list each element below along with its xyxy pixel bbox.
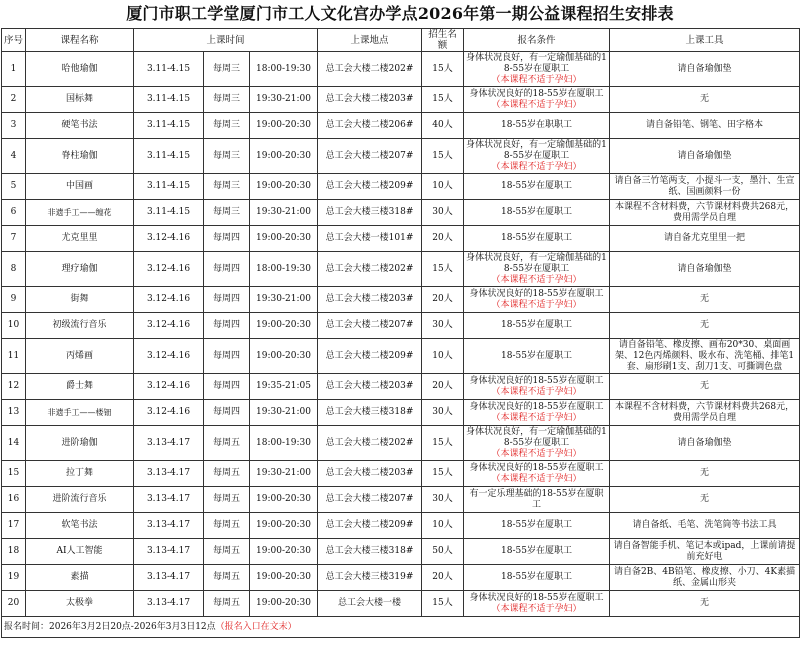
course-dates: 3.13-4.17 xyxy=(134,565,204,591)
registration-time xyxy=(2,617,800,638)
row-no: 17 xyxy=(2,513,26,539)
table-row xyxy=(2,174,800,200)
table-row xyxy=(2,565,800,591)
course-condition xyxy=(464,565,610,591)
course-dates: 3.12-4.16 xyxy=(134,313,204,339)
course-quota: 40人 xyxy=(422,113,464,139)
row-no: 18 xyxy=(2,539,26,565)
course-name: 硬笔书法 xyxy=(26,113,134,139)
course-time: 19:35-21:05 xyxy=(250,374,318,400)
course-day: 每周五 xyxy=(204,461,250,487)
course-quota: 15人 xyxy=(422,139,464,174)
course-time: 19:30-21:00 xyxy=(250,287,318,313)
registration-time-text: 报名时间：2026年3月2日20点-2026年3月3日12点 xyxy=(4,621,216,632)
course-tools: 请自备纸、毛笔、洗笔筒等书法工具 xyxy=(610,513,800,539)
course-day: 每周四 xyxy=(204,374,250,400)
course-dates: 3.12-4.16 xyxy=(134,374,204,400)
course-day: 每周五 xyxy=(204,591,250,617)
course-condition xyxy=(464,487,610,513)
course-condition xyxy=(464,461,610,487)
condition-text: 身体状况良好的18-55岁在厦职工 xyxy=(469,401,604,412)
course-day: 每周五 xyxy=(204,487,250,513)
course-name: 非遗手工——楼钿 xyxy=(26,400,134,426)
course-quota: 15人 xyxy=(422,252,464,287)
condition-note: （本课程不适于孕妇） xyxy=(491,99,582,110)
course-tools: 无 xyxy=(610,591,800,617)
course-condition xyxy=(464,174,610,200)
condition-note: （本课程不适于孕妇） xyxy=(491,299,582,310)
course-time: 19:30-21:00 xyxy=(250,461,318,487)
course-time: 19:00-20:30 xyxy=(250,591,318,617)
schedule-table xyxy=(1,28,800,638)
condition-text: 身体状况良好的18-55岁在厦职工 xyxy=(469,288,604,299)
condition-note: （本课程不适于孕妇） xyxy=(491,274,582,285)
course-name: 丙烯画 xyxy=(26,339,134,374)
course-dates: 3.13-4.17 xyxy=(134,487,204,513)
header-condition: 报名条件 xyxy=(464,29,610,52)
table-row xyxy=(2,426,800,461)
table-row xyxy=(2,139,800,174)
row-no: 1 xyxy=(2,52,26,87)
course-name: 拉丁舞 xyxy=(26,461,134,487)
table-row xyxy=(2,313,800,339)
course-tools: 无 xyxy=(610,487,800,513)
course-quota: 20人 xyxy=(422,226,464,252)
condition-text: 身体状况良好，有一定瑜伽基础的18-55岁在厦职工 xyxy=(466,426,607,448)
course-tools: 请自备铅笔、橡皮擦、画布20*30、桌面画架、12色丙烯颜料、吸水布、洗笔桶、排笔1套、扇形刷1支、刮刀1支、可撕调色盘 xyxy=(610,339,800,374)
course-name: 进阶流行音乐 xyxy=(26,487,134,513)
course-place: 总工会大楼二楼207# xyxy=(318,487,422,513)
condition-text: 18-55岁在职职工 xyxy=(501,120,572,130)
course-quota: 30人 xyxy=(422,313,464,339)
course-dates: 3.11-4.15 xyxy=(134,174,204,200)
table-row xyxy=(2,339,800,374)
course-dates: 3.11-4.15 xyxy=(134,200,204,226)
course-condition xyxy=(464,113,610,139)
course-place: 总工会大楼二楼203# xyxy=(318,87,422,113)
course-tools: 请自备尤克里里一把 xyxy=(610,226,800,252)
header-no: 序号 xyxy=(2,29,26,52)
course-quota: 50人 xyxy=(422,539,464,565)
course-dates: 3.12-4.16 xyxy=(134,252,204,287)
course-day: 每周三 xyxy=(204,139,250,174)
table-row xyxy=(2,113,800,139)
course-tools: 无 xyxy=(610,313,800,339)
course-quota: 30人 xyxy=(422,200,464,226)
row-no: 19 xyxy=(2,565,26,591)
course-condition xyxy=(464,52,610,87)
table-row xyxy=(2,226,800,252)
course-time: 19:00-20:30 xyxy=(250,174,318,200)
row-no: 10 xyxy=(2,313,26,339)
condition-text: 身体状况良好的18-55岁在厦职工 xyxy=(469,88,604,99)
course-time: 19:00-20:30 xyxy=(250,226,318,252)
course-name: 进阶瑜伽 xyxy=(26,426,134,461)
course-condition xyxy=(464,87,610,113)
table-row xyxy=(2,400,800,426)
course-condition xyxy=(464,374,610,400)
course-day: 每周五 xyxy=(204,565,250,591)
course-time: 18:00-19:30 xyxy=(250,426,318,461)
course-day: 每周三 xyxy=(204,113,250,139)
course-name: 脊柱瑜伽 xyxy=(26,139,134,174)
course-dates: 3.11-4.15 xyxy=(134,52,204,87)
row-no: 2 xyxy=(2,87,26,113)
table-row xyxy=(2,487,800,513)
row-no: 20 xyxy=(2,591,26,617)
row-no: 6 xyxy=(2,200,26,226)
course-dates: 3.13-4.17 xyxy=(134,591,204,617)
condition-note: （本课程不适于孕妇） xyxy=(491,161,582,172)
course-tools: 本课程不含材料费，六节课材料费共268元，费用需学员自理 xyxy=(610,400,800,426)
course-name: 初级流行音乐 xyxy=(26,313,134,339)
course-place: 总工会大楼二楼202# xyxy=(318,426,422,461)
course-dates: 3.12-4.16 xyxy=(134,287,204,313)
table-header-row xyxy=(2,29,800,52)
row-no: 13 xyxy=(2,400,26,426)
course-condition xyxy=(464,200,610,226)
table-row xyxy=(2,52,800,87)
row-no: 15 xyxy=(2,461,26,487)
course-day: 每周四 xyxy=(204,226,250,252)
course-place: 总工会大楼二楼202# xyxy=(318,252,422,287)
condition-text: 身体状况良好的18-55岁在厦职工 xyxy=(469,592,604,603)
condition-text: 18-55岁在厦职工 xyxy=(501,546,572,556)
course-name: 爵士舞 xyxy=(26,374,134,400)
course-tools: 无 xyxy=(610,461,800,487)
course-time: 19:30-21:00 xyxy=(250,87,318,113)
course-day: 每周三 xyxy=(204,200,250,226)
row-no: 16 xyxy=(2,487,26,513)
course-quota: 20人 xyxy=(422,565,464,591)
course-time: 19:30-21:00 xyxy=(250,400,318,426)
course-dates: 3.12-4.16 xyxy=(134,339,204,374)
course-tools: 请自备2B、4B铅笔、橡皮擦、小刀、4K素描纸、金属山形夹 xyxy=(610,565,800,591)
table-row xyxy=(2,252,800,287)
course-condition xyxy=(464,287,610,313)
condition-text: 身体状况良好，有一定瑜伽基础的18-55岁在厦职工 xyxy=(466,252,607,274)
course-day: 每周四 xyxy=(204,400,250,426)
condition-note: （本课程不适于孕妇） xyxy=(491,412,582,423)
course-name: 国标舞 xyxy=(26,87,134,113)
course-day: 每周三 xyxy=(204,174,250,200)
course-quota: 15人 xyxy=(422,87,464,113)
course-day: 每周五 xyxy=(204,426,250,461)
course-place: 总工会大楼二楼203# xyxy=(318,461,422,487)
course-condition xyxy=(464,426,610,461)
course-condition xyxy=(464,226,610,252)
header-time: 上课时间 xyxy=(134,29,318,52)
course-time: 19:00-20:30 xyxy=(250,313,318,339)
condition-text: 18-55岁在厦职工 xyxy=(501,181,572,191)
condition-text: 18-55岁在厦职工 xyxy=(501,207,572,217)
course-condition xyxy=(464,539,610,565)
course-quota: 15人 xyxy=(422,52,464,87)
course-tools: 请自备瑜伽垫 xyxy=(610,426,800,461)
table-row xyxy=(2,374,800,400)
course-tools: 无 xyxy=(610,287,800,313)
course-quota: 10人 xyxy=(422,513,464,539)
course-place: 总工会大楼二楼207# xyxy=(318,313,422,339)
condition-text: 身体状况良好，有一定瑜伽基础的18-55岁在厦职工 xyxy=(466,52,607,74)
table-row xyxy=(2,87,800,113)
course-condition xyxy=(464,139,610,174)
course-tools: 请自备瑜伽垫 xyxy=(610,139,800,174)
condition-text: 18-55岁在厦职工 xyxy=(501,320,572,330)
course-condition xyxy=(464,313,610,339)
header-quota: 招生名额 xyxy=(422,29,464,52)
row-no: 4 xyxy=(2,139,26,174)
row-no: 12 xyxy=(2,374,26,400)
table-row xyxy=(2,513,800,539)
course-name: 中国画 xyxy=(26,174,134,200)
course-place: 总工会大楼三楼318# xyxy=(318,200,422,226)
header-course: 课程名称 xyxy=(26,29,134,52)
course-condition xyxy=(464,513,610,539)
registration-note: （报名入口在文末） xyxy=(215,621,297,632)
course-quota: 15人 xyxy=(422,591,464,617)
course-time: 19:00-20:30 xyxy=(250,565,318,591)
table-row xyxy=(2,591,800,617)
row-no: 8 xyxy=(2,252,26,287)
condition-text: 有一定乐理基础的18-55岁在厦职工 xyxy=(469,488,604,510)
row-no: 5 xyxy=(2,174,26,200)
course-quota: 20人 xyxy=(422,287,464,313)
table-row xyxy=(2,461,800,487)
table-row xyxy=(2,200,800,226)
course-tools: 请自备三竹笔两支，小提斗一支，墨汁、生宣纸、国画颜料一份 xyxy=(610,174,800,200)
condition-note: （本课程不适于孕妇） xyxy=(491,473,582,484)
course-tools: 请自备瑜伽垫 xyxy=(610,252,800,287)
course-place: 总工会大楼二楼202# xyxy=(318,52,422,87)
course-time: 19:30-21:00 xyxy=(250,200,318,226)
row-no: 11 xyxy=(2,339,26,374)
course-condition xyxy=(464,252,610,287)
course-place: 总工会大楼二楼209# xyxy=(318,339,422,374)
course-place: 总工会大楼二楼203# xyxy=(318,374,422,400)
course-name: 尤克里里 xyxy=(26,226,134,252)
course-time: 19:00-20:30 xyxy=(250,113,318,139)
course-tools: 无 xyxy=(610,87,800,113)
course-dates: 3.13-4.17 xyxy=(134,461,204,487)
table-row xyxy=(2,539,800,565)
condition-text: 18-55岁在厦职工 xyxy=(501,350,572,361)
row-no: 3 xyxy=(2,113,26,139)
course-time: 19:00-20:30 xyxy=(250,339,318,374)
course-name: 非遗手工——缠花 xyxy=(26,200,134,226)
course-quota: 20人 xyxy=(422,374,464,400)
course-time: 18:00-19:30 xyxy=(250,52,318,87)
course-day: 每周四 xyxy=(204,287,250,313)
course-place: 总工会大楼三楼318# xyxy=(318,400,422,426)
course-place: 总工会大楼二楼203# xyxy=(318,287,422,313)
course-name: 软笔书法 xyxy=(26,513,134,539)
course-condition xyxy=(464,400,610,426)
course-day: 每周五 xyxy=(204,513,250,539)
row-no: 7 xyxy=(2,226,26,252)
course-time: 19:00-20:30 xyxy=(250,539,318,565)
course-dates: 3.11-4.15 xyxy=(134,139,204,174)
course-time: 18:00-19:30 xyxy=(250,252,318,287)
course-condition xyxy=(464,591,610,617)
condition-text: 18-55岁在厦职工 xyxy=(501,520,572,530)
course-quota: 30人 xyxy=(422,487,464,513)
condition-text: 身体状况良好的18-55岁在厦职工 xyxy=(469,462,604,473)
course-place: 总工会大楼一楼 xyxy=(318,591,422,617)
course-tools: 本课程不含材料费，六节课材料费共268元，费用需学员自理 xyxy=(610,200,800,226)
course-place: 总工会大楼三楼319# xyxy=(318,565,422,591)
course-tools: 无 xyxy=(610,374,800,400)
course-place: 总工会大楼一楼101# xyxy=(318,226,422,252)
course-place: 总工会大楼二楼209# xyxy=(318,513,422,539)
course-dates: 3.11-4.15 xyxy=(134,87,204,113)
course-dates: 3.11-4.15 xyxy=(134,113,204,139)
course-quota: 10人 xyxy=(422,174,464,200)
course-dates: 3.13-4.17 xyxy=(134,539,204,565)
course-quota: 15人 xyxy=(422,461,464,487)
row-no: 14 xyxy=(2,426,26,461)
condition-text: 18-55岁在厦职工 xyxy=(501,233,572,243)
course-day: 每周三 xyxy=(204,52,250,87)
course-place: 总工会大楼三楼318# xyxy=(318,539,422,565)
course-day: 每周四 xyxy=(204,313,250,339)
course-place: 总工会大楼二楼206# xyxy=(318,113,422,139)
condition-text: 身体状况良好，有一定瑜伽基础的18-55岁在厦职工 xyxy=(466,139,607,161)
condition-text: 18-55岁在厦职工 xyxy=(501,572,572,582)
course-name: 理疗瑜伽 xyxy=(26,252,134,287)
course-day: 每周五 xyxy=(204,539,250,565)
course-tools: 请自备铅笔、钢笔、田字格本 xyxy=(610,113,800,139)
course-name: 太极拳 xyxy=(26,591,134,617)
course-name: AI人工智能 xyxy=(26,539,134,565)
condition-note: （本课程不适于孕妇） xyxy=(491,603,582,614)
condition-text: 身体状况良好的18-55岁在厦职工 xyxy=(469,375,604,386)
course-day: 每周四 xyxy=(204,339,250,374)
row-no: 9 xyxy=(2,287,26,313)
condition-note: （本课程不适于孕妇） xyxy=(491,386,582,397)
course-time: 19:00-20:30 xyxy=(250,487,318,513)
course-time: 19:00-20:30 xyxy=(250,139,318,174)
course-dates: 3.13-4.17 xyxy=(134,513,204,539)
course-quota: 15人 xyxy=(422,426,464,461)
course-tools: 请自备瑜伽垫 xyxy=(610,52,800,87)
course-name: 街舞 xyxy=(26,287,134,313)
course-dates: 3.12-4.16 xyxy=(134,226,204,252)
course-time: 19:00-20:30 xyxy=(250,513,318,539)
course-tools: 请自备智能手机、笔记本或ipad，上课前请提前充好电 xyxy=(610,539,800,565)
page-title: 厦门市职工学堂厦门市工人文化宫办学点2026年第一期公益课程招生安排表 xyxy=(126,4,674,23)
header-tools: 上课工具 xyxy=(610,29,800,52)
course-quota: 30人 xyxy=(422,400,464,426)
course-dates: 3.13-4.17 xyxy=(134,426,204,461)
condition-note: （本课程不适于孕妇） xyxy=(491,448,582,459)
table-row xyxy=(2,287,800,313)
table-body xyxy=(2,52,800,617)
header-place: 上课地点 xyxy=(318,29,422,52)
course-condition xyxy=(464,339,610,374)
course-name: 哈他瑜伽 xyxy=(26,52,134,87)
course-day: 每周四 xyxy=(204,252,250,287)
course-place: 总工会大楼二楼207# xyxy=(318,139,422,174)
course-dates: 3.12-4.16 xyxy=(134,400,204,426)
condition-note: （本课程不适于孕妇） xyxy=(491,74,582,85)
course-day: 每周三 xyxy=(204,87,250,113)
course-place: 总工会大楼二楼209# xyxy=(318,174,422,200)
course-quota: 10人 xyxy=(422,339,464,374)
footer-row xyxy=(2,617,800,638)
course-name: 素描 xyxy=(26,565,134,591)
